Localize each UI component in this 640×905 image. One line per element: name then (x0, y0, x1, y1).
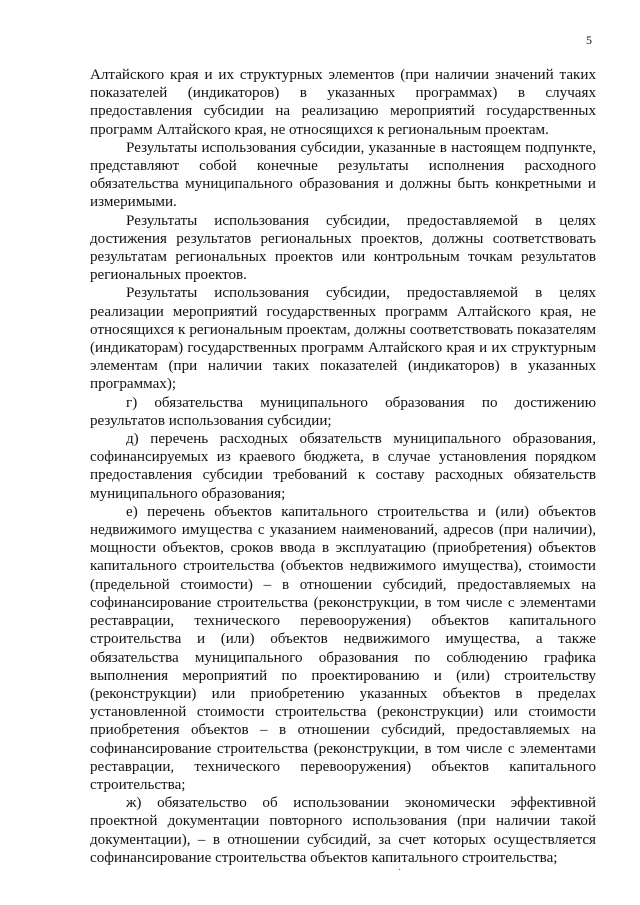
paragraph-item-zh: ж) обязательство об использовании экономически эффективной проектной документации повторного использования (при наличии такой документации), – в отношении субсидий, за счет которых осуществляется софинансирование строительства объектов капитального строительства; (90, 795, 596, 866)
document-body (90, 66, 596, 867)
paragraph-results-state-programs: Результаты использования субсидии, предоставляемой в целях реализации мероприятий государственных программ Алтайского края, не относящихся к региональным проектам, должны соответствовать показателям (индикаторам) государственных программ Алтайского края и их структурным элементам (при наличии таких показателей (индикаторов) в указанных программах); (90, 285, 596, 393)
paragraph-item-g: г) обязательства муниципального образования по достижению результатов использования субсидии; (90, 394, 596, 429)
paragraph-results-regional-projects: Результаты использования субсидии, предоставляемой в целях достижения результатов региональных проектов, должны соответствовать результатам региональных проектов или контрольным точкам результатов региональных проектов. (90, 212, 596, 284)
scan-speck-mark: · (396, 863, 404, 877)
paragraph-item-d: д) перечень расходных обязательств муниципального образования, софинансируемых из краевого бюджета, в случае установления порядком предоставления субсидии требований к составу расходных обязательств муниципального образования; (90, 431, 596, 502)
paragraph-continuation: Алтайского края и их структурных элементов (при наличии значений таких показателей (индикаторов) в указанных программах) в случаях предоставления субсидии на реализацию мероприятий государственных программ Алтайского края, не относящихся к региональным проектам. (90, 67, 596, 138)
page-number: 5 (586, 33, 592, 47)
paragraph-item-e: е) перечень объектов капитального строительства и (или) объектов недвижимого имущества с указанием наименований, адресов (при наличии), мощности объектов, сроков ввода в эксплуатацию (приобретения) объектов капитального строительства (объектов недвижимого имущества), стоимости (предельной стоимости) – в отношении субсидий, предоставляемых на софинансирование строительства (реконструкции, в том числе с элементами реставрации, технического перевооружения) объектов капитального строительства и (или) объектов недвижимого имущества, а также обязательства муниципального образования по соблюдению графика выполнения мероприятий по проектированию и (или) строительству (реконструкции) или приобретению указанных объектов в пределах установленной стоимости строительства (реконструкции) или стоимости приобретения объектов – в отношении субсидий, предоставляемых на софинансирование строительства (реконструкции, в том числе с элементами реставрации, технического перевооружения) объектов капитального строительства; (90, 503, 596, 793)
paragraph-results-definition: Результаты использования субсидии, указанные в настоящем подпункте, представляют собой конечные результаты исполнения расходного обязательства муниципального образования и должны быть конкретными и измеримыми. (90, 139, 596, 211)
